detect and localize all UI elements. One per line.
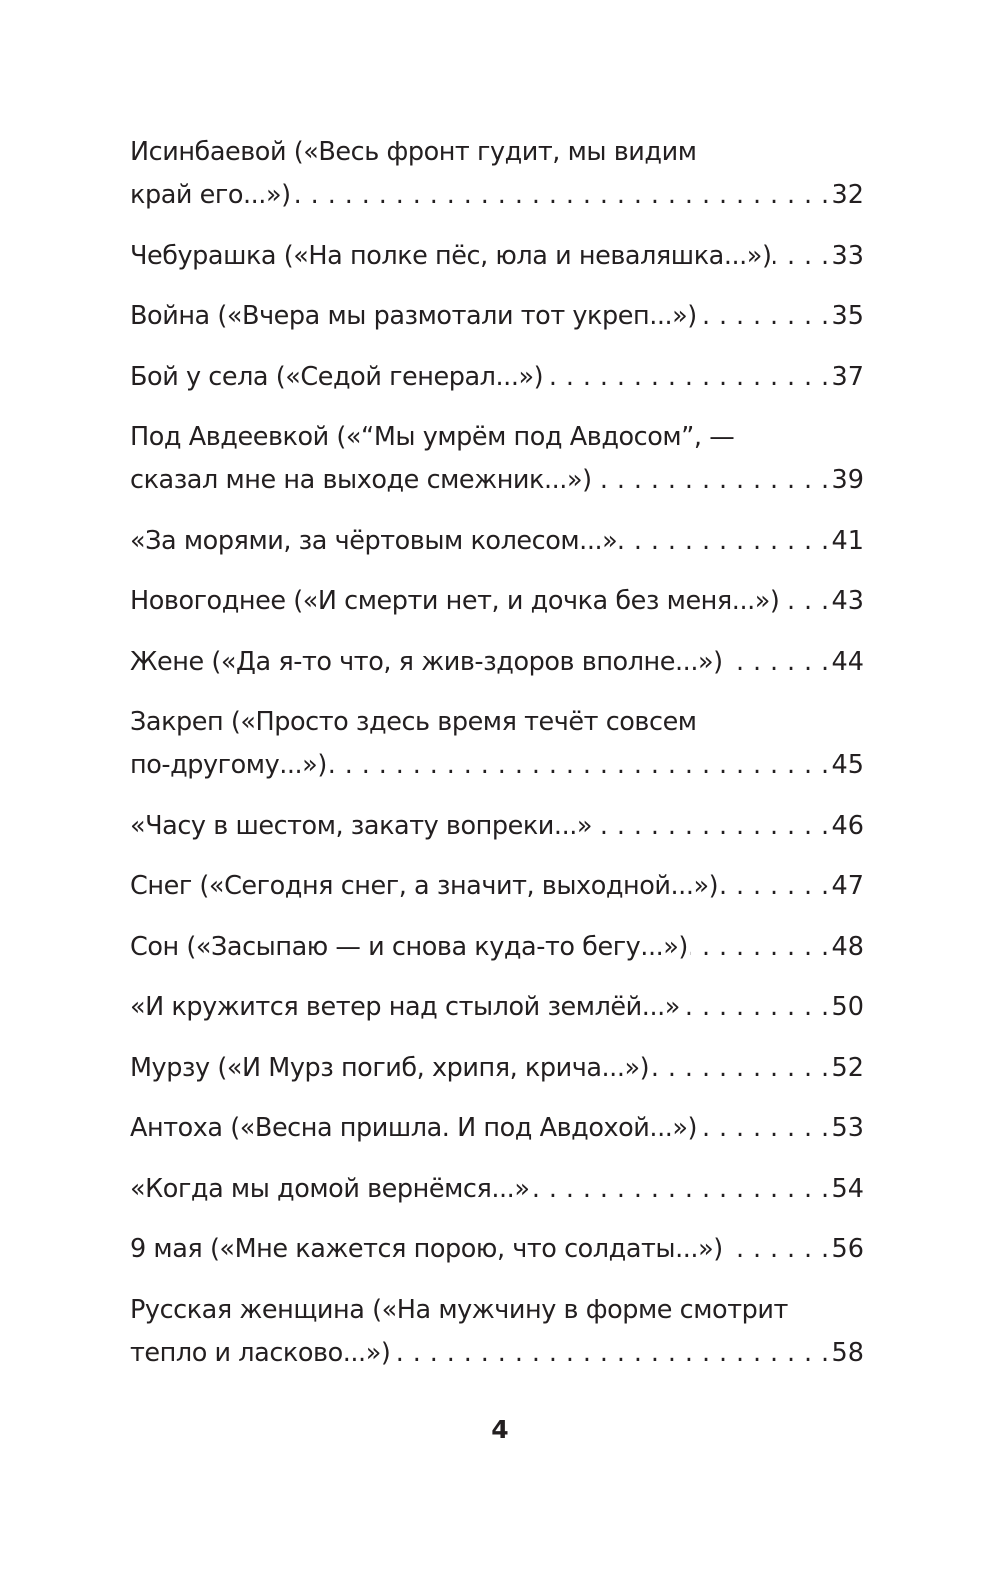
- dot-leader: [682, 986, 830, 1029]
- toc-entry-line: [130, 865, 864, 908]
- toc-entry-title: Антоха («Весна пришла. И под Авдохой...»): [130, 1113, 698, 1143]
- toc-entry-page-number: 50: [831, 992, 864, 1022]
- toc-entry-title: Жене («Да я-то что, я жив-здоров вполне...»): [130, 646, 723, 677]
- dot-leader: [725, 1228, 830, 1271]
- toc-entry-page-number: 45: [831, 750, 864, 780]
- toc-entry: [130, 1228, 864, 1271]
- toc-entry: [130, 1107, 864, 1150]
- toc-entry-line: [130, 1047, 864, 1090]
- toc-entry-title: 9 мая («Мне кажется порою, что солдаты...»): [130, 1234, 723, 1264]
- toc-entry-title: «За морями, за чёртовым колесом...»: [130, 525, 618, 556]
- toc-entry-page-number: 43: [831, 586, 864, 616]
- dot-leader: [619, 520, 829, 563]
- toc-entry-title-line: Закреп («Просто здесь время течёт совсем: [130, 707, 697, 737]
- dot-leader: [699, 295, 830, 338]
- toc-entry-title: «И кружится ветер над стылой землёй...»: [130, 992, 680, 1022]
- toc-entry-page-number: 33: [831, 240, 864, 271]
- toc-entry: [130, 131, 864, 217]
- toc-entry-line: [130, 805, 864, 848]
- toc-entry: [130, 865, 864, 908]
- toc-entry-title-line: Исинбаевой («Весь фронт гудит, мы видим: [130, 137, 697, 167]
- dot-leader: [725, 641, 830, 684]
- toc-entry-line: [130, 174, 864, 217]
- toc-entry-line: [130, 926, 864, 969]
- toc-entry: [130, 416, 864, 502]
- toc-entry: [130, 580, 864, 623]
- toc-entry: [130, 805, 864, 848]
- toc-entry-title: Бой у села («Седой генерал...»): [130, 361, 544, 392]
- toc-entry-title: Сон («Засыпаю — и снова куда-то бегу...»): [130, 931, 688, 962]
- toc-entry: [130, 641, 864, 684]
- toc-entry-page-number: 58: [831, 1337, 864, 1368]
- toc-entry-line: [130, 641, 864, 684]
- toc-entry-title: Снег («Сегодня снег, а значит, выходной...»): [130, 871, 719, 901]
- toc-entry-line: [130, 356, 864, 399]
- toc-entry-page-number: 56: [831, 1234, 864, 1264]
- toc-entry-page-number: 47: [831, 871, 864, 901]
- toc-entry: [130, 356, 864, 399]
- toc-entry: [130, 701, 864, 787]
- toc-entry: [130, 1168, 864, 1211]
- toc-entry-line: [130, 520, 864, 563]
- dot-leader: [329, 744, 830, 787]
- toc-entry-line: [130, 986, 864, 1029]
- toc-entry-line: [130, 580, 864, 623]
- toc-entry-page-number: 35: [831, 301, 864, 331]
- toc-entry-page-number: 32: [831, 180, 864, 210]
- toc-entry-line: [130, 1332, 864, 1375]
- toc-entry-page-number: 41: [831, 525, 864, 556]
- toc-entry-line: [130, 744, 864, 787]
- toc-entry-page-number: 46: [831, 810, 864, 841]
- toc-entry-line: [130, 1168, 864, 1211]
- toc-entry-page-number: 48: [831, 931, 864, 962]
- toc-entry-line: [130, 235, 864, 278]
- toc-entry-page-number: 44: [831, 646, 864, 677]
- toc-entry-title: «Когда мы домой вернёмся...»: [130, 1173, 530, 1204]
- dot-leader: [720, 865, 829, 908]
- toc-entry-line: [130, 295, 864, 338]
- toc-entry-page-number: 53: [831, 1113, 864, 1143]
- toc-entry: [130, 235, 864, 278]
- toc-entry-page-number: 52: [831, 1052, 864, 1083]
- toc-entry-title-line: Русская женщина («На мужчину в форме смотрит: [130, 1294, 788, 1325]
- toc-entry-title: край его...»): [130, 180, 291, 210]
- dot-leader: [699, 1107, 830, 1150]
- toc-entry-page-number: 54: [831, 1173, 864, 1204]
- dot-leader: [545, 356, 829, 399]
- dot-leader: [773, 235, 829, 278]
- toc-entry: [130, 926, 864, 969]
- page-number: 4: [491, 1415, 509, 1444]
- dot-leader: [531, 1168, 829, 1211]
- toc-entry-title: Мурзу («И Мурз погиб, хрипя, крича...»): [130, 1052, 650, 1083]
- toc-entry-title: Война («Вчера мы размотали тот укреп...»): [130, 301, 697, 331]
- dot-leader: [392, 1332, 829, 1375]
- toc-entry-title: Новогоднее («И смерти нет, и дочка без меня...»): [130, 586, 780, 616]
- dot-leader: [594, 459, 830, 502]
- dot-leader: [594, 805, 830, 848]
- toc-entry-title-line: Под Авдеевкой («“Мы умрём под Авдосом”, —: [130, 422, 735, 452]
- toc-entry-title: тепло и ласково...»): [130, 1337, 391, 1368]
- dot-leader: [651, 1047, 829, 1090]
- toc-entry: [130, 1289, 864, 1375]
- toc-entry-title: сказал мне на выходе смежник...»): [130, 465, 592, 495]
- toc-entry-title: по-другому...»): [130, 750, 327, 780]
- toc-entry-line: [130, 1107, 864, 1150]
- toc-entry-line: [130, 459, 864, 502]
- dot-leader: [781, 580, 829, 623]
- toc-entry-title: «Часу в шестом, закату вопреки...»: [130, 810, 593, 841]
- toc-entry-line: [130, 1228, 864, 1271]
- toc-entry: [130, 986, 864, 1029]
- toc-entry-title: Чебурашка («На полке пёс, юла и неваляшка...»): [130, 240, 772, 271]
- toc-entry-page-number: 37: [831, 361, 864, 392]
- toc-entry: [130, 520, 864, 563]
- dot-leader: [690, 926, 830, 969]
- table-of-contents: [130, 131, 864, 1392]
- dot-leader: [293, 174, 830, 217]
- toc-entry: [130, 295, 864, 338]
- toc-entry: [130, 1047, 864, 1090]
- toc-entry-page-number: 39: [831, 465, 864, 495]
